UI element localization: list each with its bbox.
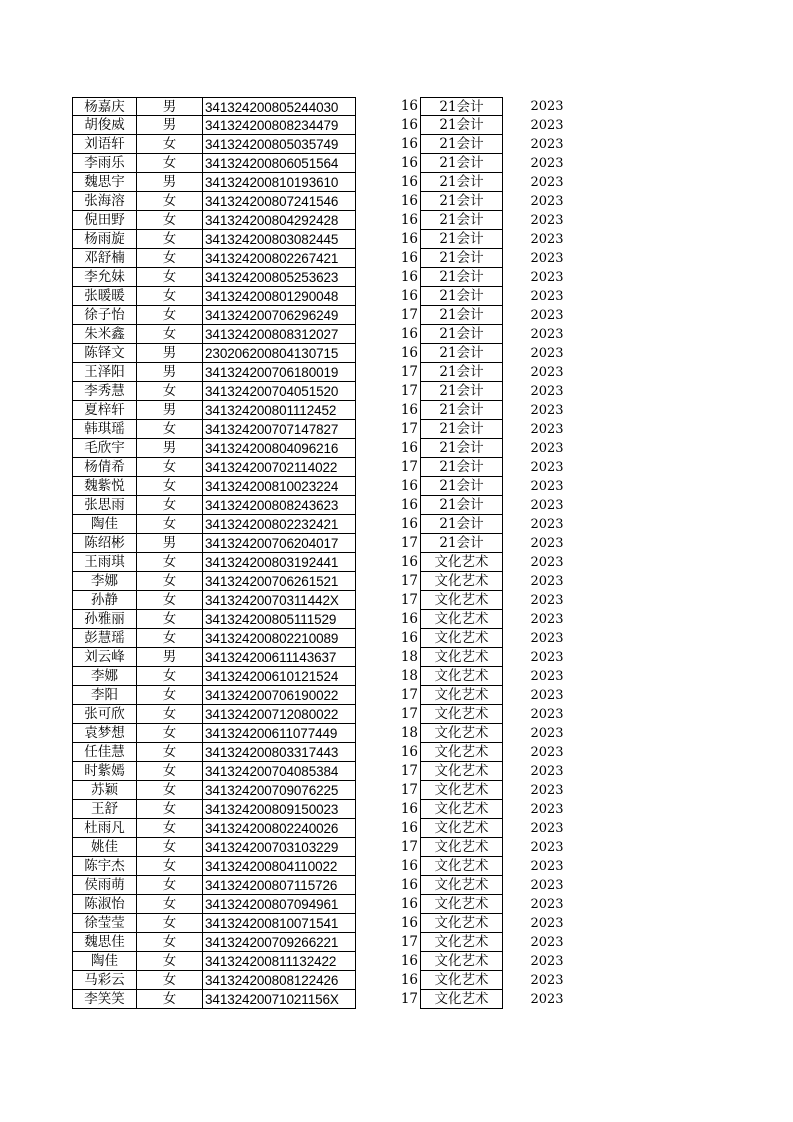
id-number-cell: 341324200803192441 bbox=[203, 553, 356, 572]
age-cell: 16 bbox=[400, 972, 418, 988]
year-cell: 2023 bbox=[530, 289, 564, 304]
class-cell: 文化艺术 bbox=[420, 952, 503, 971]
id-number-cell: 341324200803317443 bbox=[203, 743, 356, 762]
year-cell: 2023 bbox=[530, 99, 564, 114]
age-cell: 16 bbox=[400, 915, 418, 931]
id-number-cell: 341324200706261521 bbox=[203, 572, 356, 591]
id-number-cell: 341324200809150023 bbox=[203, 800, 356, 819]
student-name-cell: 袁梦想 bbox=[72, 724, 137, 743]
id-number-cell: 341324200704051520 bbox=[203, 382, 356, 401]
year-cell: 2023 bbox=[530, 783, 564, 798]
gender-cell: 女 bbox=[137, 629, 203, 648]
gender-cell: 女 bbox=[137, 135, 203, 154]
year-cell: 2023 bbox=[530, 460, 564, 475]
student-name-cell: 杨倩希 bbox=[72, 458, 137, 477]
id-number-cell: 341324200707147827 bbox=[203, 420, 356, 439]
age-cell: 16 bbox=[400, 212, 418, 228]
student-name-cell: 李娜 bbox=[72, 572, 137, 591]
gender-cell: 女 bbox=[137, 800, 203, 819]
student-name-cell: 王雨琪 bbox=[72, 553, 137, 572]
student-name-cell: 马彩云 bbox=[72, 971, 137, 990]
student-name-cell: 孙静 bbox=[72, 591, 137, 610]
gender-cell: 女 bbox=[137, 211, 203, 230]
student-name-cell: 陈淑怡 bbox=[72, 895, 137, 914]
year-cell: 2023 bbox=[530, 916, 564, 931]
student-name-cell: 侯雨萌 bbox=[72, 876, 137, 895]
student-name-cell: 张暖暖 bbox=[72, 287, 137, 306]
gender-cell: 女 bbox=[137, 990, 203, 1009]
id-number-cell: 341324200805253623 bbox=[203, 268, 356, 287]
age-cell: 16 bbox=[400, 877, 418, 893]
class-cell: 文化艺术 bbox=[420, 724, 503, 743]
student-name-cell: 李笑笑 bbox=[72, 990, 137, 1009]
id-number-cell: 34132420071021156X bbox=[203, 990, 356, 1009]
age-cell: 17 bbox=[400, 991, 418, 1007]
gender-cell: 女 bbox=[137, 477, 203, 496]
student-name-cell: 李阳 bbox=[72, 686, 137, 705]
student-name-cell: 杨嘉庆 bbox=[72, 97, 137, 116]
age-cell: 16 bbox=[400, 155, 418, 171]
gender-cell: 女 bbox=[137, 705, 203, 724]
student-name-cell: 王舒 bbox=[72, 800, 137, 819]
gender-cell: 女 bbox=[137, 933, 203, 952]
age-cell: 16 bbox=[400, 953, 418, 969]
class-cell: 21会计 bbox=[420, 325, 503, 344]
year-cell: 2023 bbox=[530, 840, 564, 855]
year-cell: 2023 bbox=[530, 802, 564, 817]
gender-cell: 女 bbox=[137, 572, 203, 591]
age-cell: 16 bbox=[400, 193, 418, 209]
gender-cell: 女 bbox=[137, 914, 203, 933]
class-cell: 21会计 bbox=[420, 382, 503, 401]
id-number-cell: 341324200802240026 bbox=[203, 819, 356, 838]
gender-cell: 女 bbox=[137, 895, 203, 914]
student-name-cell: 邓舒楠 bbox=[72, 249, 137, 268]
student-name-cell: 徐莹莹 bbox=[72, 914, 137, 933]
year-cell: 2023 bbox=[530, 232, 564, 247]
gender-cell: 男 bbox=[137, 173, 203, 192]
year-cell: 2023 bbox=[530, 213, 564, 228]
age-cell: 18 bbox=[400, 725, 418, 741]
gender-cell: 女 bbox=[137, 762, 203, 781]
gender-cell: 女 bbox=[137, 667, 203, 686]
class-cell: 文化艺术 bbox=[420, 572, 503, 591]
gender-cell: 男 bbox=[137, 439, 203, 458]
student-name-cell: 李秀慧 bbox=[72, 382, 137, 401]
id-number-cell: 341324200611143637 bbox=[203, 648, 356, 667]
id-number-cell: 341324200706190022 bbox=[203, 686, 356, 705]
class-cell: 文化艺术 bbox=[420, 800, 503, 819]
id-number-cell: 341324200810023224 bbox=[203, 477, 356, 496]
student-name-cell: 王泽阳 bbox=[72, 363, 137, 382]
class-cell: 文化艺术 bbox=[420, 819, 503, 838]
age-cell: 17 bbox=[400, 934, 418, 950]
age-cell: 16 bbox=[400, 136, 418, 152]
gender-cell: 女 bbox=[137, 192, 203, 211]
age-cell: 16 bbox=[400, 231, 418, 247]
year-cell: 2023 bbox=[530, 726, 564, 741]
gender-cell: 女 bbox=[137, 287, 203, 306]
class-cell: 文化艺术 bbox=[420, 762, 503, 781]
id-number-cell: 341324200709076225 bbox=[203, 781, 356, 800]
age-cell: 17 bbox=[400, 687, 418, 703]
class-cell: 文化艺术 bbox=[420, 610, 503, 629]
student-name-cell: 胡俊威 bbox=[72, 116, 137, 135]
gender-cell: 女 bbox=[137, 420, 203, 439]
class-cell: 文化艺术 bbox=[420, 667, 503, 686]
student-name-cell: 刘语轩 bbox=[72, 135, 137, 154]
student-name-cell: 陈宇杰 bbox=[72, 857, 137, 876]
age-cell: 16 bbox=[400, 250, 418, 266]
id-number-cell: 34132420070311442X bbox=[203, 591, 356, 610]
year-cell: 2023 bbox=[530, 327, 564, 342]
class-cell: 文化艺术 bbox=[420, 648, 503, 667]
student-name-cell: 孙雅丽 bbox=[72, 610, 137, 629]
id-number-cell: 341324200805244030 bbox=[203, 97, 356, 116]
gender-cell: 男 bbox=[137, 97, 203, 116]
year-cell: 2023 bbox=[530, 859, 564, 874]
year-cell: 2023 bbox=[530, 669, 564, 684]
gender-cell: 女 bbox=[137, 743, 203, 762]
gender-cell: 女 bbox=[137, 458, 203, 477]
year-cell: 2023 bbox=[530, 973, 564, 988]
class-cell: 文化艺术 bbox=[420, 857, 503, 876]
class-cell: 文化艺术 bbox=[420, 591, 503, 610]
year-cell: 2023 bbox=[530, 992, 564, 1007]
year-cell: 2023 bbox=[530, 479, 564, 494]
class-cell: 21会计 bbox=[420, 154, 503, 173]
year-cell: 2023 bbox=[530, 878, 564, 893]
gender-cell: 女 bbox=[137, 857, 203, 876]
gender-cell: 女 bbox=[137, 306, 203, 325]
class-cell: 21会计 bbox=[420, 287, 503, 306]
class-cell: 21会计 bbox=[420, 401, 503, 420]
id-number-cell: 341324200706296249 bbox=[203, 306, 356, 325]
gender-cell: 男 bbox=[137, 401, 203, 420]
student-name-cell: 魏思宇 bbox=[72, 173, 137, 192]
age-cell: 16 bbox=[400, 326, 418, 342]
gender-cell: 女 bbox=[137, 610, 203, 629]
id-number-cell: 341324200611077449 bbox=[203, 724, 356, 743]
age-cell: 17 bbox=[400, 535, 418, 551]
age-cell: 17 bbox=[400, 706, 418, 722]
gender-cell: 女 bbox=[137, 249, 203, 268]
age-cell: 17 bbox=[400, 383, 418, 399]
year-cell: 2023 bbox=[530, 422, 564, 437]
id-number-cell: 341324200706204017 bbox=[203, 534, 356, 553]
year-cell: 2023 bbox=[530, 821, 564, 836]
class-cell: 21会计 bbox=[420, 534, 503, 553]
student-name-cell: 陈绍彬 bbox=[72, 534, 137, 553]
age-cell: 17 bbox=[400, 307, 418, 323]
age-cell: 16 bbox=[400, 478, 418, 494]
class-cell: 文化艺术 bbox=[420, 553, 503, 572]
id-number-cell: 341324200703103229 bbox=[203, 838, 356, 857]
year-cell: 2023 bbox=[530, 517, 564, 532]
student-name-cell: 陶佳 bbox=[72, 515, 137, 534]
class-cell: 21会计 bbox=[420, 135, 503, 154]
year-cell: 2023 bbox=[530, 137, 564, 152]
class-cell: 文化艺术 bbox=[420, 686, 503, 705]
student-name-cell: 姚佳 bbox=[72, 838, 137, 857]
class-cell: 21会计 bbox=[420, 515, 503, 534]
age-cell: 16 bbox=[400, 801, 418, 817]
year-cell: 2023 bbox=[530, 688, 564, 703]
gender-cell: 女 bbox=[137, 325, 203, 344]
year-cell: 2023 bbox=[530, 441, 564, 456]
gender-cell: 女 bbox=[137, 268, 203, 287]
id-number-cell: 341324200810193610 bbox=[203, 173, 356, 192]
student-name-cell: 夏梓轩 bbox=[72, 401, 137, 420]
id-number-cell: 341324200712080022 bbox=[203, 705, 356, 724]
year-cell: 2023 bbox=[530, 631, 564, 646]
class-cell: 文化艺术 bbox=[420, 990, 503, 1009]
student-name-cell: 张思雨 bbox=[72, 496, 137, 515]
year-cell: 2023 bbox=[530, 403, 564, 418]
student-name-cell: 倪田野 bbox=[72, 211, 137, 230]
student-name-cell: 朱米鑫 bbox=[72, 325, 137, 344]
id-number-cell: 341324200802267421 bbox=[203, 249, 356, 268]
year-cell: 2023 bbox=[530, 251, 564, 266]
id-number-cell: 341324200804292428 bbox=[203, 211, 356, 230]
age-cell: 16 bbox=[400, 744, 418, 760]
class-cell: 21会计 bbox=[420, 173, 503, 192]
year-cell: 2023 bbox=[530, 650, 564, 665]
gender-cell: 女 bbox=[137, 724, 203, 743]
gender-cell: 女 bbox=[137, 382, 203, 401]
gender-cell: 女 bbox=[137, 515, 203, 534]
age-cell: 16 bbox=[400, 554, 418, 570]
id-number-cell: 341324200802210089 bbox=[203, 629, 356, 648]
id-number-cell: 341324200808312027 bbox=[203, 325, 356, 344]
year-cell: 2023 bbox=[530, 707, 564, 722]
gender-cell: 女 bbox=[137, 553, 203, 572]
class-cell: 21会计 bbox=[420, 458, 503, 477]
class-cell: 21会计 bbox=[420, 420, 503, 439]
age-cell: 16 bbox=[400, 896, 418, 912]
student-name-cell: 李娜 bbox=[72, 667, 137, 686]
age-cell: 16 bbox=[400, 117, 418, 133]
year-cell: 2023 bbox=[530, 346, 564, 361]
age-cell: 16 bbox=[400, 820, 418, 836]
id-number-cell: 341324200802232421 bbox=[203, 515, 356, 534]
class-cell: 21会计 bbox=[420, 439, 503, 458]
id-number-cell: 341324200610121524 bbox=[203, 667, 356, 686]
year-cell: 2023 bbox=[530, 612, 564, 627]
id-number-cell: 341324200807115726 bbox=[203, 876, 356, 895]
class-cell: 文化艺术 bbox=[420, 914, 503, 933]
id-number-cell: 341324200805111529 bbox=[203, 610, 356, 629]
student-name-cell: 时紫嫣 bbox=[72, 762, 137, 781]
gender-cell: 女 bbox=[137, 876, 203, 895]
class-cell: 文化艺术 bbox=[420, 781, 503, 800]
gender-cell: 女 bbox=[137, 591, 203, 610]
student-name-cell: 杨雨旋 bbox=[72, 230, 137, 249]
age-cell: 17 bbox=[400, 421, 418, 437]
year-cell: 2023 bbox=[530, 764, 564, 779]
class-cell: 文化艺术 bbox=[420, 971, 503, 990]
id-number-cell: 341324200807094961 bbox=[203, 895, 356, 914]
year-cell: 2023 bbox=[530, 897, 564, 912]
student-name-cell: 毛欣宇 bbox=[72, 439, 137, 458]
age-cell: 16 bbox=[400, 288, 418, 304]
id-number-cell: 341324200804110022 bbox=[203, 857, 356, 876]
id-number-cell: 341324200806051564 bbox=[203, 154, 356, 173]
year-cell: 2023 bbox=[530, 593, 564, 608]
class-cell: 21会计 bbox=[420, 306, 503, 325]
year-cell: 2023 bbox=[530, 574, 564, 589]
id-number-cell: 230206200804130715 bbox=[203, 344, 356, 363]
student-name-cell: 陈铎文 bbox=[72, 344, 137, 363]
class-cell: 文化艺术 bbox=[420, 876, 503, 895]
student-name-cell: 韩琪瑶 bbox=[72, 420, 137, 439]
class-cell: 21会计 bbox=[420, 192, 503, 211]
id-number-cell: 341324200808122426 bbox=[203, 971, 356, 990]
student-name-cell: 李雨乐 bbox=[72, 154, 137, 173]
age-cell: 17 bbox=[400, 592, 418, 608]
class-cell: 21会计 bbox=[420, 97, 503, 116]
gender-cell: 女 bbox=[137, 154, 203, 173]
student-name-cell: 魏思佳 bbox=[72, 933, 137, 952]
student-name-cell: 陶佳 bbox=[72, 952, 137, 971]
year-cell: 2023 bbox=[530, 745, 564, 760]
student-name-cell: 彭慧瑶 bbox=[72, 629, 137, 648]
year-cell: 2023 bbox=[530, 498, 564, 513]
class-cell: 文化艺术 bbox=[420, 629, 503, 648]
gender-cell: 男 bbox=[137, 534, 203, 553]
id-number-cell: 341324200801112452 bbox=[203, 401, 356, 420]
gender-cell: 女 bbox=[137, 838, 203, 857]
student-name-cell: 魏紫悦 bbox=[72, 477, 137, 496]
student-name-cell: 李允妹 bbox=[72, 268, 137, 287]
age-cell: 16 bbox=[400, 174, 418, 190]
student-name-cell: 杜雨凡 bbox=[72, 819, 137, 838]
year-cell: 2023 bbox=[530, 175, 564, 190]
class-cell: 21会计 bbox=[420, 344, 503, 363]
year-cell: 2023 bbox=[530, 156, 564, 171]
gender-cell: 男 bbox=[137, 363, 203, 382]
id-number-cell: 341324200805035749 bbox=[203, 135, 356, 154]
age-cell: 16 bbox=[400, 440, 418, 456]
gender-cell: 女 bbox=[137, 971, 203, 990]
year-cell: 2023 bbox=[530, 384, 564, 399]
age-cell: 17 bbox=[400, 573, 418, 589]
gender-cell: 女 bbox=[137, 952, 203, 971]
id-number-cell: 341324200709266221 bbox=[203, 933, 356, 952]
year-cell: 2023 bbox=[530, 555, 564, 570]
class-cell: 21会计 bbox=[420, 268, 503, 287]
student-name-cell: 徐子怡 bbox=[72, 306, 137, 325]
gender-cell: 女 bbox=[137, 230, 203, 249]
age-cell: 17 bbox=[400, 364, 418, 380]
student-name-cell: 刘云峰 bbox=[72, 648, 137, 667]
year-cell: 2023 bbox=[530, 118, 564, 133]
class-cell: 21会计 bbox=[420, 363, 503, 382]
age-cell: 16 bbox=[400, 630, 418, 646]
year-cell: 2023 bbox=[530, 365, 564, 380]
class-cell: 21会计 bbox=[420, 477, 503, 496]
age-cell: 18 bbox=[400, 649, 418, 665]
gender-cell: 女 bbox=[137, 819, 203, 838]
class-cell: 21会计 bbox=[420, 211, 503, 230]
gender-cell: 男 bbox=[137, 648, 203, 667]
class-cell: 21会计 bbox=[420, 249, 503, 268]
id-number-cell: 341324200808243623 bbox=[203, 496, 356, 515]
age-cell: 17 bbox=[400, 763, 418, 779]
age-cell: 16 bbox=[400, 858, 418, 874]
id-number-cell: 341324200804096216 bbox=[203, 439, 356, 458]
class-cell: 文化艺术 bbox=[420, 705, 503, 724]
id-number-cell: 341324200801290048 bbox=[203, 287, 356, 306]
year-cell: 2023 bbox=[530, 308, 564, 323]
id-number-cell: 341324200704085384 bbox=[203, 762, 356, 781]
class-cell: 文化艺术 bbox=[420, 743, 503, 762]
age-cell: 17 bbox=[400, 839, 418, 855]
year-cell: 2023 bbox=[530, 270, 564, 285]
id-number-cell: 341324200810071541 bbox=[203, 914, 356, 933]
class-cell: 21会计 bbox=[420, 116, 503, 135]
student-name-cell: 张可欣 bbox=[72, 705, 137, 724]
gender-cell: 男 bbox=[137, 344, 203, 363]
id-number-cell: 341324200702114022 bbox=[203, 458, 356, 477]
year-cell: 2023 bbox=[530, 935, 564, 950]
year-cell: 2023 bbox=[530, 954, 564, 969]
class-cell: 文化艺术 bbox=[420, 933, 503, 952]
id-number-cell: 341324200803082445 bbox=[203, 230, 356, 249]
class-cell: 文化艺术 bbox=[420, 895, 503, 914]
student-name-cell: 任佳慧 bbox=[72, 743, 137, 762]
year-cell: 2023 bbox=[530, 194, 564, 209]
class-cell: 21会计 bbox=[420, 230, 503, 249]
gender-cell: 女 bbox=[137, 496, 203, 515]
age-cell: 17 bbox=[400, 782, 418, 798]
id-number-cell: 341324200706180019 bbox=[203, 363, 356, 382]
age-cell: 16 bbox=[400, 345, 418, 361]
class-cell: 文化艺术 bbox=[420, 838, 503, 857]
year-cell: 2023 bbox=[530, 536, 564, 551]
student-name-cell: 张海溶 bbox=[72, 192, 137, 211]
gender-cell: 男 bbox=[137, 116, 203, 135]
gender-cell: 女 bbox=[137, 686, 203, 705]
age-cell: 16 bbox=[400, 516, 418, 532]
age-cell: 16 bbox=[400, 611, 418, 627]
age-cell: 18 bbox=[400, 668, 418, 684]
age-cell: 17 bbox=[400, 459, 418, 475]
age-cell: 16 bbox=[400, 269, 418, 285]
gender-cell: 女 bbox=[137, 781, 203, 800]
id-number-cell: 341324200807241546 bbox=[203, 192, 356, 211]
id-number-cell: 341324200808234479 bbox=[203, 116, 356, 135]
class-cell: 21会计 bbox=[420, 496, 503, 515]
student-name-cell: 苏颖 bbox=[72, 781, 137, 800]
id-number-cell: 341324200811132422 bbox=[203, 952, 356, 971]
age-cell: 16 bbox=[400, 98, 418, 114]
age-cell: 16 bbox=[400, 497, 418, 513]
age-cell: 16 bbox=[400, 402, 418, 418]
